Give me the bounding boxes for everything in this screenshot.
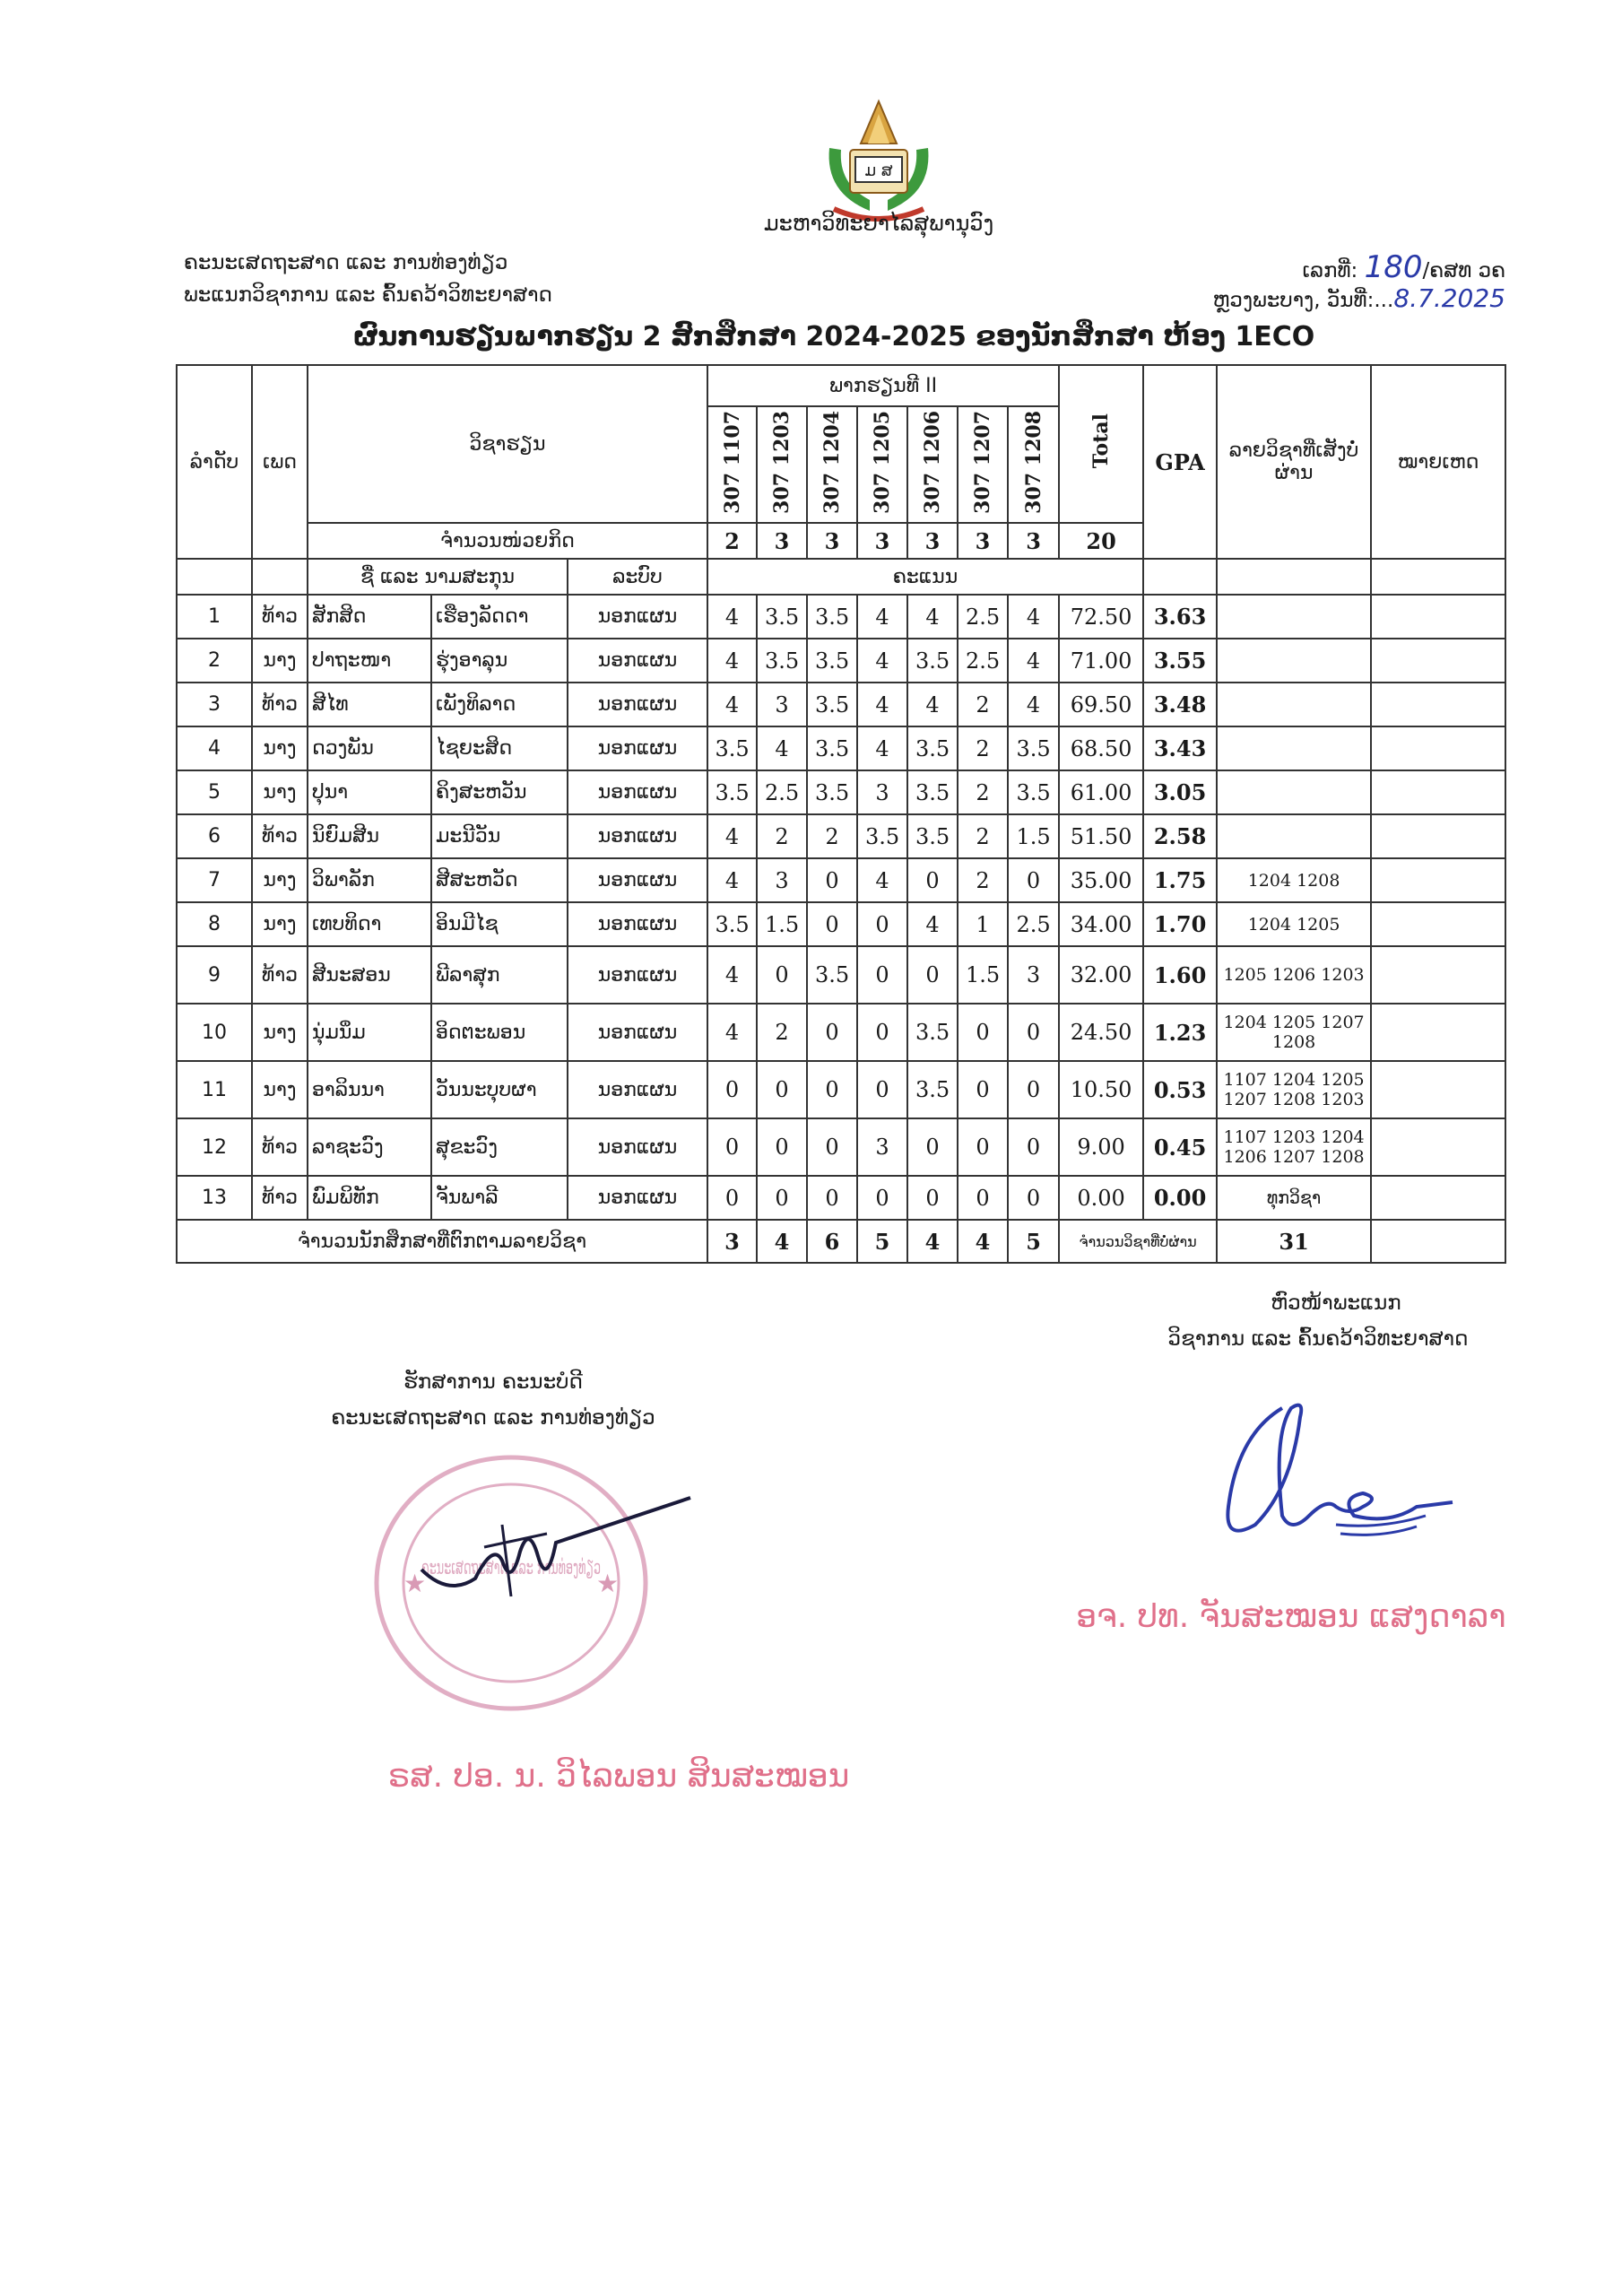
row-score: 4	[707, 639, 757, 683]
row-score: 3.5	[757, 639, 807, 683]
footer-count: 5	[857, 1220, 907, 1263]
row-no: 8	[177, 902, 252, 946]
row-surname: ຄິງສະຫວັນ	[431, 770, 568, 814]
row-score: 0	[958, 1118, 1008, 1176]
row-score: 0	[907, 1118, 958, 1176]
row-score: 0	[707, 1118, 757, 1176]
row-remark	[1371, 1061, 1505, 1118]
col-semester-header: ພາກຮຽນທີ II	[707, 365, 1059, 406]
row-system: ນອກແຜນ	[568, 683, 707, 726]
row-surname: ເພັງທິລາດ	[431, 683, 568, 726]
row-gpa: 0.53	[1143, 1061, 1217, 1118]
row-failed-courses	[1217, 770, 1371, 814]
row-remark	[1371, 858, 1505, 902]
credit-value: 3	[807, 523, 857, 559]
row-score: 0	[857, 946, 907, 1004]
course-header: 307 1208	[1008, 406, 1059, 523]
row-surname: ວັນນະບຸບຜາ	[431, 1061, 568, 1118]
row-gender: ທ້າວ	[252, 683, 308, 726]
row-score: 0	[907, 1176, 958, 1220]
row-score: 1.5	[757, 902, 807, 946]
row-score: 2.5	[958, 639, 1008, 683]
row-gpa: 3.63	[1143, 595, 1217, 639]
row-score: 0	[807, 1176, 857, 1220]
row-first-name: ນິຍົມສີນ	[308, 814, 431, 858]
row-score: 4	[707, 814, 757, 858]
row-score: 3.5	[907, 814, 958, 858]
row-score: 0	[1008, 1176, 1059, 1220]
row-score: 0	[857, 1061, 907, 1118]
row-score: 2	[958, 858, 1008, 902]
row-score: 4	[707, 595, 757, 639]
name-label: ຊື່ ແລະ ນາມສະກຸນ	[308, 559, 568, 595]
row-score: 4	[707, 1004, 757, 1061]
row-score: 0	[958, 1004, 1008, 1061]
row-no: 4	[177, 726, 252, 770]
row-failed-courses: 1107 1203 1204 1206 1207 1208	[1217, 1118, 1371, 1176]
grades-table	[176, 364, 1506, 1264]
credit-value: 3	[1008, 523, 1059, 559]
row-first-name: ປຸນາ	[308, 770, 431, 814]
row-system: ນອກແຜນ	[568, 1176, 707, 1220]
row-score: 1	[958, 902, 1008, 946]
credit-value: 3	[958, 523, 1008, 559]
university-logo	[807, 94, 950, 229]
row-gpa: 1.70	[1143, 902, 1217, 946]
row-gender: ທ້າວ	[252, 595, 308, 639]
row-remark	[1371, 595, 1505, 639]
row-gpa: 0.45	[1143, 1118, 1217, 1176]
col-remark-header: ໝາຍເຫດ	[1371, 365, 1505, 559]
row-system: ນອກແຜນ	[568, 1004, 707, 1061]
row-failed-courses	[1217, 683, 1371, 726]
left-signer-title: ຮັກສາການ ຄະນະບໍດີ	[403, 1370, 583, 1394]
row-score: 4	[1008, 639, 1059, 683]
row-score: 0	[857, 1176, 907, 1220]
row-score: 4	[1008, 595, 1059, 639]
row-failed-courses	[1217, 814, 1371, 858]
row-no: 11	[177, 1061, 252, 1118]
row-total: 69.50	[1059, 683, 1143, 726]
row-gender: ທ້າວ	[252, 1176, 308, 1220]
doc-no-suffix: /ຄສທ ວຄ	[1422, 259, 1505, 283]
row-score: 3.5	[707, 770, 757, 814]
table-row	[177, 726, 1505, 770]
col-gender-header: ເພດ	[252, 365, 308, 559]
row-score: 0	[757, 1061, 807, 1118]
row-score: 3	[857, 1118, 907, 1176]
row-system: ນອກແຜນ	[568, 726, 707, 770]
table-row	[177, 770, 1505, 814]
row-score: 0	[807, 902, 857, 946]
footer-count: 4	[907, 1220, 958, 1263]
row-gender: ນາງ	[252, 902, 308, 946]
row-system: ນອກແຜນ	[568, 814, 707, 858]
row-score: 3	[1008, 946, 1059, 1004]
row-first-name: ສີໄທ	[308, 683, 431, 726]
row-score: 2	[958, 683, 1008, 726]
row-no: 7	[177, 858, 252, 902]
row-first-name: ເທບທິດາ	[308, 902, 431, 946]
row-score: 0	[958, 1176, 1008, 1220]
svg-text:ຄະນະເສດຖະສາດ ແລະ ການທ່ອງທ່ຽວ: ຄະນະເສດຖະສາດ ແລະ ການທ່ອງທ່ຽວ	[421, 1557, 601, 1579]
row-system: ນອກແຜນ	[568, 1061, 707, 1118]
row-first-name: ພົມພິທັກ	[308, 1176, 431, 1220]
row-score: 3	[757, 858, 807, 902]
row-score: 0	[757, 1118, 807, 1176]
row-first-name: ນຸ່ມນິ່ມ	[308, 1004, 431, 1061]
row-gpa: 1.60	[1143, 946, 1217, 1004]
university-name: ມະຫາວິທະຍາໄລສຸພານຸວົງ	[763, 211, 994, 236]
row-score: 0	[907, 858, 958, 902]
footer-count: 4	[757, 1220, 807, 1263]
right-signer-name: ອຈ. ປທ. ຈັນສະໝອນ ແສງດາລາ	[1076, 1598, 1506, 1635]
row-surname: ອິດຕະພອນ	[431, 1004, 568, 1061]
footer-count: 6	[807, 1220, 857, 1263]
table-row	[177, 1061, 1505, 1118]
row-remark	[1371, 814, 1505, 858]
row-score: 4	[907, 683, 958, 726]
row-score: 4	[757, 726, 807, 770]
row-score: 4	[707, 683, 757, 726]
row-score: 0	[1008, 1061, 1059, 1118]
credits-total: 20	[1059, 523, 1143, 559]
row-no: 10	[177, 1004, 252, 1061]
row-score: 4	[1008, 683, 1059, 726]
row-gpa: 3.43	[1143, 726, 1217, 770]
row-surname: ສີສະຫວັດ	[431, 858, 568, 902]
row-total: 61.00	[1059, 770, 1143, 814]
row-total: 51.50	[1059, 814, 1143, 858]
row-gpa: 1.75	[1143, 858, 1217, 902]
row-gender: ນາງ	[252, 1004, 308, 1061]
row-total: 32.00	[1059, 946, 1143, 1004]
row-gpa: 3.48	[1143, 683, 1217, 726]
document-date	[1213, 283, 1505, 313]
row-total: 10.50	[1059, 1061, 1143, 1118]
date-prefix: ຫຼວງພະບາງ, ວັນທີ່:...	[1212, 289, 1394, 312]
row-no: 5	[177, 770, 252, 814]
row-score: 0	[958, 1061, 1008, 1118]
row-score: 3.5	[1008, 770, 1059, 814]
row-failed-courses: 1204 1205	[1217, 902, 1371, 946]
row-score: 3.5	[907, 726, 958, 770]
row-no: 2	[177, 639, 252, 683]
row-gpa: 0.00	[1143, 1176, 1217, 1220]
row-surname: ສຸຂະວົງ	[431, 1118, 568, 1176]
credit-value: 3	[907, 523, 958, 559]
row-failed-courses	[1217, 639, 1371, 683]
row-failed-courses: ທຸກວິຊາ	[1217, 1176, 1371, 1220]
footer-count: 3	[707, 1220, 757, 1263]
row-score: 3.5	[907, 770, 958, 814]
row-score: 0	[807, 1118, 857, 1176]
row-first-name: ປາຖະໜາ	[308, 639, 431, 683]
row-score: 3.5	[907, 1061, 958, 1118]
row-score: 0	[707, 1061, 757, 1118]
col-no-header: ລຳດັບ	[177, 365, 252, 559]
row-first-name: ສັກສິດ	[308, 595, 431, 639]
row-score: 1.5	[958, 946, 1008, 1004]
row-score: 4	[907, 595, 958, 639]
row-system: ນອກແຜນ	[568, 902, 707, 946]
row-gender: ນາງ	[252, 639, 308, 683]
col-subject-header: ວິຊາຮຽນ	[308, 365, 707, 523]
row-no: 1	[177, 595, 252, 639]
row-score: 3.5	[757, 595, 807, 639]
row-surname: ອິນມີໄຊ	[431, 902, 568, 946]
row-remark	[1371, 726, 1505, 770]
row-score: 3.5	[807, 639, 857, 683]
table-row	[177, 639, 1505, 683]
row-remark	[1371, 1118, 1505, 1176]
row-gender: ນາງ	[252, 726, 308, 770]
course-header: 307 1205	[857, 406, 907, 523]
row-surname: ຮຸ່ງອາລຸນ	[431, 639, 568, 683]
row-score: 2	[757, 814, 807, 858]
row-system: ນອກແຜນ	[568, 639, 707, 683]
faculty-name: ຄະນະເສດຖະສາດ ແລະ ການທ່ອງທ່ຽວ	[184, 251, 508, 274]
row-score: 2	[958, 726, 1008, 770]
row-remark	[1371, 1004, 1505, 1061]
row-score: 2	[807, 814, 857, 858]
row-score: 3.5	[857, 814, 907, 858]
row-score: 4	[857, 858, 907, 902]
table-row	[177, 1176, 1505, 1220]
row-score: 0	[907, 946, 958, 1004]
row-score: 0	[757, 1176, 807, 1220]
row-gender: ນາງ	[252, 1061, 308, 1118]
row-score: 2	[958, 770, 1008, 814]
row-score: 0	[857, 1004, 907, 1061]
course-header: 307 1107	[707, 406, 757, 523]
table-row	[177, 595, 1505, 639]
row-total: 71.00	[1059, 639, 1143, 683]
table-row	[177, 902, 1505, 946]
row-score: 0	[707, 1176, 757, 1220]
row-total: 34.00	[1059, 902, 1143, 946]
left-signer-name: ຣສ. ປອ. ນ. ວິໄລພອນ ສິນສະໝອນ	[387, 1758, 850, 1795]
credits-label: ຈຳນວນໜ່ວຍກິດ	[308, 523, 707, 559]
row-remark	[1371, 683, 1505, 726]
row-system: ນອກແຜນ	[568, 1118, 707, 1176]
row-gender: ທ້າວ	[252, 1118, 308, 1176]
right-signer-department: ວິຊາການ ແລະ ຄົ້ນຄວ້າວິທະຍາສາດ	[1167, 1327, 1469, 1351]
table-row	[177, 1118, 1505, 1176]
score-label: ຄະແນນ	[707, 559, 1143, 595]
row-score: 0	[857, 902, 907, 946]
credit-value: 3	[757, 523, 807, 559]
row-gender: ນາງ	[252, 858, 308, 902]
row-score: 4	[857, 683, 907, 726]
row-system: ນອກແຜນ	[568, 858, 707, 902]
row-gpa: 1.23	[1143, 1004, 1217, 1061]
row-gender: ທ້າວ	[252, 814, 308, 858]
row-score: 3.5	[807, 595, 857, 639]
col-failed-header: ລາຍວິຊາທີ່ເສັງບໍ່ຜ່ານ	[1217, 365, 1371, 559]
row-score: 0	[1008, 858, 1059, 902]
row-no: 3	[177, 683, 252, 726]
department-name: ພະແນກວິຊາການ ແລະ ຄົ້ນຄວ້າວິທະຍາສາດ	[184, 283, 552, 307]
row-surname: ພີລາສຸກ	[431, 946, 568, 1004]
row-remark	[1371, 770, 1505, 814]
row-total: 24.50	[1059, 1004, 1143, 1061]
row-surname: ມະນີວັນ	[431, 814, 568, 858]
col-gpa-header: GPA	[1143, 365, 1217, 559]
row-first-name: ດວງພັນ	[308, 726, 431, 770]
row-no: 12	[177, 1118, 252, 1176]
row-surname: ເຮືອງລັດດາ	[431, 595, 568, 639]
row-score: 2	[757, 1004, 807, 1061]
table-row	[177, 946, 1505, 1004]
svg-text:★: ★	[596, 1569, 620, 1598]
row-system: ນອກແຜນ	[568, 595, 707, 639]
row-score: 2.5	[757, 770, 807, 814]
footer-failed-total: 31	[1217, 1220, 1371, 1263]
table-row	[177, 814, 1505, 858]
footer-count: 4	[958, 1220, 1008, 1263]
footer-label: ຈຳນວນນັກສຶກສາທີ່ຕົກຕາມລາຍວິຊາ	[177, 1220, 707, 1263]
row-score: 2.5	[1008, 902, 1059, 946]
page-title: ຜົນການຮຽນພາກຮຽນ 2 ສົກສຶກສາ 2024-2025 ຂອງນັກສຶກສາ ຫ້ອງ 1ECO	[352, 321, 1315, 352]
row-total: 0.00	[1059, 1176, 1143, 1220]
row-score: 3.5	[707, 726, 757, 770]
row-failed-courses: 1205 1206 1203	[1217, 946, 1371, 1004]
row-first-name: ອາລິນນາ	[308, 1061, 431, 1118]
credit-value: 2	[707, 523, 757, 559]
row-no: 6	[177, 814, 252, 858]
row-score: 0	[1008, 1004, 1059, 1061]
row-score: 4	[707, 946, 757, 1004]
credit-value: 3	[857, 523, 907, 559]
row-score: 1.5	[1008, 814, 1059, 858]
row-remark	[1371, 946, 1505, 1004]
row-total: 68.50	[1059, 726, 1143, 770]
row-score: 4	[857, 639, 907, 683]
course-header: 307 1203	[757, 406, 807, 523]
footer-empty	[1371, 1220, 1505, 1263]
row-score: 0	[1008, 1118, 1059, 1176]
row-remark	[1371, 1176, 1505, 1220]
row-failed-courses	[1217, 595, 1371, 639]
row-total: 9.00	[1059, 1118, 1143, 1176]
row-total: 72.50	[1059, 595, 1143, 639]
row-score: 0	[807, 858, 857, 902]
row-first-name: ວິພາລັກ	[308, 858, 431, 902]
row-score: 0	[757, 946, 807, 1004]
row-first-name: ລາຊະວົງ	[308, 1118, 431, 1176]
document-number	[1302, 249, 1505, 285]
course-header: 307 1207	[958, 406, 1008, 523]
row-score: 3.5	[907, 1004, 958, 1061]
row-score: 3.5	[807, 770, 857, 814]
course-header: 307 1204	[807, 406, 857, 523]
row-gpa: 3.05	[1143, 770, 1217, 814]
row-gender: ນາງ	[252, 770, 308, 814]
row-failed-courses: 1204 1205 1207 1208	[1217, 1004, 1371, 1061]
doc-no-prefix: ເລກທີ່:	[1302, 259, 1365, 283]
row-score: 3.5	[807, 946, 857, 1004]
row-score: 3	[857, 770, 907, 814]
row-score: 3	[757, 683, 807, 726]
row-gender: ທ້າວ	[252, 946, 308, 1004]
row-score: 4	[707, 858, 757, 902]
row-gpa: 3.55	[1143, 639, 1217, 683]
row-score: 0	[807, 1061, 857, 1118]
row-score: 2	[958, 814, 1008, 858]
system-label: ລະບົບ	[568, 559, 707, 595]
row-surname: ຈັນພາລີ	[431, 1176, 568, 1220]
row-remark	[1371, 639, 1505, 683]
row-score: 3.5	[707, 902, 757, 946]
row-score: 4	[857, 726, 907, 770]
row-no: 9	[177, 946, 252, 1004]
row-failed-courses: 1107 1204 1205 1207 1208 1203	[1217, 1061, 1371, 1118]
row-score: 0	[807, 1004, 857, 1061]
row-system: ນອກແຜນ	[568, 770, 707, 814]
row-failed-courses	[1217, 726, 1371, 770]
row-score: 3.5	[807, 683, 857, 726]
row-remark	[1371, 902, 1505, 946]
row-score: 2.5	[958, 595, 1008, 639]
row-no: 13	[177, 1176, 252, 1220]
col-total-header: Total	[1059, 365, 1143, 523]
table-row	[177, 1004, 1505, 1061]
row-system: ນອກແຜນ	[568, 946, 707, 1004]
row-score: 4	[857, 595, 907, 639]
row-gpa: 2.58	[1143, 814, 1217, 858]
row-score: 3.5	[907, 639, 958, 683]
footer-count: 5	[1008, 1220, 1059, 1263]
left-signature-icon	[412, 1471, 699, 1614]
table-row	[177, 858, 1505, 902]
row-score: 3.5	[807, 726, 857, 770]
row-surname: ໄຊຍະສິດ	[431, 726, 568, 770]
svg-text:ມ ສ: ມ ສ	[864, 161, 893, 180]
row-score: 3.5	[1008, 726, 1059, 770]
row-total: 35.00	[1059, 858, 1143, 902]
date-handwritten: 8.7.2025	[1393, 283, 1505, 313]
row-failed-courses: 1204 1208	[1217, 858, 1371, 902]
table-row	[177, 683, 1505, 726]
svg-text:★: ★	[403, 1569, 427, 1598]
course-header: 307 1206	[907, 406, 958, 523]
right-signature-icon	[1184, 1381, 1470, 1561]
right-signer-title: ຫົວໜ້າພະແນກ	[1271, 1292, 1401, 1315]
footer-failed-label: ຈຳນວນວິຊາທີ່ບໍ່ຜ່ານ	[1059, 1220, 1217, 1263]
doc-no-handwritten: 180	[1364, 249, 1423, 285]
row-score: 4	[907, 902, 958, 946]
row-first-name: ສີນະສອນ	[308, 946, 431, 1004]
left-signer-faculty: ຄະນະເສດຖະສາດ ແລະ ການທ່ອງທ່ຽວ	[331, 1406, 655, 1430]
